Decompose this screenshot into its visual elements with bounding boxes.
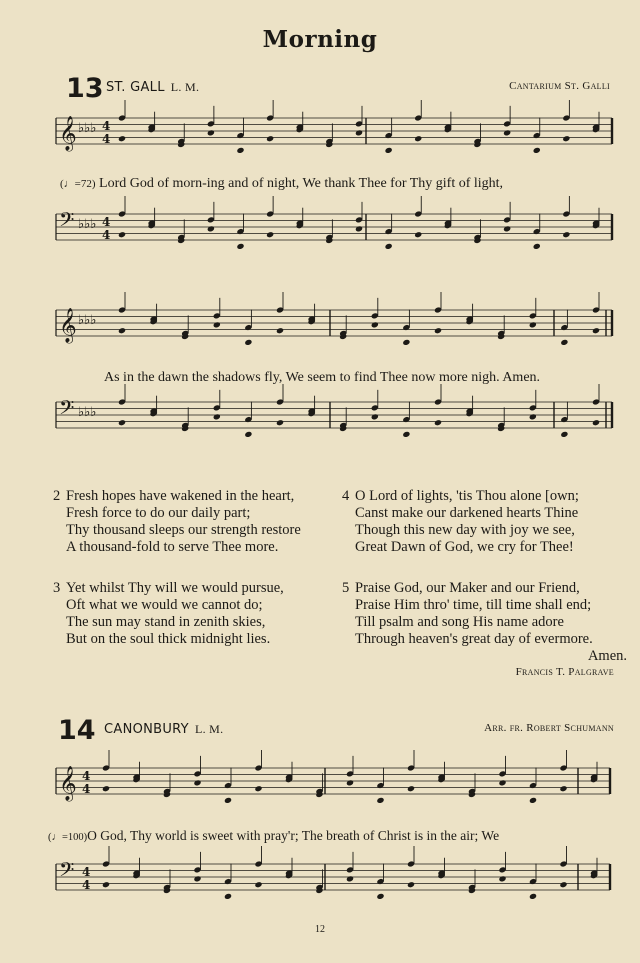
- note-head: [371, 321, 379, 328]
- stanza-number: 5: [342, 580, 350, 596]
- tempo-marking: (♩=72): [60, 178, 96, 190]
- stanza-4: [342, 488, 579, 556]
- note-head: [498, 779, 506, 786]
- note-head: [266, 231, 274, 238]
- note-head: [102, 881, 110, 888]
- lyric-text: Lord God of morn-ing and of night, We thank Thee for Thy gift of light,: [99, 176, 504, 191]
- bass-clef-icon: 𝄢: [59, 208, 75, 236]
- stanza-line: But on the soul thick midnight lies.: [66, 631, 271, 647]
- tune-name: CANONBURY: [104, 722, 189, 737]
- stanza-line: Through heaven's great day of evermore.: [355, 631, 593, 647]
- note-head: [385, 147, 393, 154]
- note-head: [244, 339, 252, 346]
- stanza-line: Praise God, our Maker and our Friend,: [355, 580, 580, 596]
- stanza-line: Yet whilst Thy will we would pursue,: [66, 580, 284, 596]
- note-head: [533, 147, 541, 154]
- key-signature-flats-icon: ♭♭♭: [78, 405, 97, 420]
- note-head: [562, 231, 570, 238]
- note-head: [414, 135, 422, 142]
- treble-clef-icon: 𝄞: [59, 116, 77, 151]
- note-head: [118, 231, 126, 238]
- note-head: [346, 875, 354, 882]
- note-head: [376, 797, 384, 804]
- note-head: [193, 779, 201, 786]
- stanza-line: Canst make our darkened hearts Thine: [355, 505, 579, 521]
- meter: L. M.: [194, 722, 224, 736]
- note-head: [213, 413, 221, 420]
- note-head: [503, 129, 511, 136]
- tune-name-canonbury: [104, 722, 223, 737]
- stanza-number: 4: [342, 488, 350, 504]
- key-signature-flats-icon: ♭♭♭: [78, 121, 97, 136]
- note-head: [592, 327, 600, 334]
- note-head: [560, 339, 568, 346]
- note-head: [244, 431, 252, 438]
- key-signature-flats-icon: ♭♭♭: [78, 217, 97, 232]
- note-head: [236, 147, 244, 154]
- time-signature: 4: [102, 228, 111, 242]
- note-head: [213, 321, 221, 328]
- bass-clef-icon: 𝄢: [59, 858, 75, 886]
- note-head: [533, 243, 541, 250]
- tune-name-st-gall: [106, 80, 199, 95]
- treble-clef-icon: 𝄞: [59, 308, 77, 343]
- note-head: [434, 327, 442, 334]
- note-head: [402, 339, 410, 346]
- hymn-number-13: 13: [66, 73, 104, 104]
- page-title: Morning: [262, 26, 378, 53]
- note-head: [503, 225, 511, 232]
- note-head: [118, 135, 126, 142]
- stanza-line: A thousand-fold to serve Thee more.: [66, 539, 279, 555]
- stanza-line: Fresh hopes have wakened in the heart,: [66, 488, 295, 504]
- note-head: [562, 135, 570, 142]
- stanza-amen: Amen.: [587, 648, 627, 664]
- key-signature-flats-icon: ♭♭♭: [78, 313, 97, 328]
- note-head: [102, 785, 110, 792]
- tune-source: Cantarium St. Galli: [509, 80, 610, 92]
- bass-clef-icon: 𝄢: [59, 396, 75, 424]
- stanza-line: Thy thousand sleeps our strength restore: [66, 522, 301, 538]
- stanza-line: Oft what we would we cannot do;: [66, 597, 263, 613]
- note-head: [407, 881, 415, 888]
- note-head: [407, 785, 415, 792]
- note-head: [592, 419, 600, 426]
- stanza-line: Though this new day with joy we see,: [355, 522, 575, 538]
- time-signature: 4: [102, 119, 111, 133]
- note-head: [529, 797, 537, 804]
- note-head: [118, 419, 126, 426]
- note-head: [498, 875, 506, 882]
- note-head: [371, 413, 379, 420]
- note-head: [276, 419, 284, 426]
- lyric-text: O God, Thy world is sweet with pray'r; The breath of Christ is in the air; We: [87, 828, 500, 843]
- hymn14-lyric-line-1: [48, 828, 499, 844]
- note-head: [207, 225, 215, 232]
- stanza-line: Till psalm and song His name adore: [355, 614, 564, 630]
- note-head: [346, 779, 354, 786]
- note-head: [376, 893, 384, 900]
- note-head: [254, 881, 262, 888]
- tune-name: ST. GALL: [106, 80, 165, 95]
- note-head: [224, 893, 232, 900]
- note-head: [402, 431, 410, 438]
- note-head: [529, 413, 537, 420]
- note-head: [193, 875, 201, 882]
- stanza-line: Praise Him thro' time, till time shall end;: [355, 597, 592, 613]
- time-signature: 4: [102, 215, 111, 229]
- meter: L. M.: [170, 80, 200, 94]
- stanza-number: 2: [53, 488, 61, 504]
- time-signature: 4: [82, 769, 91, 783]
- hymn13-lyric-line-1: [60, 176, 503, 192]
- hymn13-lyric-line-2: As in the dawn the shadows fly, We seem to find Thee now more nigh. Amen.: [104, 370, 541, 385]
- note-head: [385, 243, 393, 250]
- note-head: [414, 231, 422, 238]
- note-head: [224, 797, 232, 804]
- time-signature: 4: [102, 132, 111, 146]
- treble-clef-icon: 𝄞: [59, 766, 77, 801]
- note-head: [207, 129, 215, 136]
- tempo-marking: (♩=100): [48, 832, 88, 843]
- time-signature: 4: [82, 782, 91, 796]
- note-head: [560, 431, 568, 438]
- stanza-line: Great Dawn of God, we cry for Thee!: [355, 539, 574, 555]
- stanza-3: [53, 580, 284, 648]
- time-signature: 4: [82, 878, 91, 892]
- text-author: Francis T. Palgrave: [515, 666, 614, 678]
- note-head: [434, 419, 442, 426]
- note-head: [355, 129, 363, 136]
- tune-source: Arr. fr. Robert Schumann: [484, 722, 614, 734]
- note-head: [559, 785, 567, 792]
- stanza-line: The sun may stand in zenith skies,: [66, 614, 266, 630]
- stanza-line: Fresh force to do our daily part;: [66, 505, 251, 521]
- time-signature: 4: [82, 865, 91, 879]
- hymn-number-14: 14: [58, 715, 96, 746]
- note-head: [559, 881, 567, 888]
- note-head: [276, 327, 284, 334]
- note-head: [254, 785, 262, 792]
- note-head: [266, 135, 274, 142]
- stanza-2: [53, 488, 301, 556]
- note-head: [529, 893, 537, 900]
- note-head: [529, 321, 537, 328]
- note-head: [118, 327, 126, 334]
- note-head: [355, 225, 363, 232]
- stanza-number: 3: [53, 580, 61, 596]
- page-number: 12: [315, 924, 325, 935]
- stanza-5: [342, 580, 627, 665]
- stanza-line: O Lord of lights, 'tis Thou alone [own;: [355, 488, 579, 504]
- note-head: [236, 243, 244, 250]
